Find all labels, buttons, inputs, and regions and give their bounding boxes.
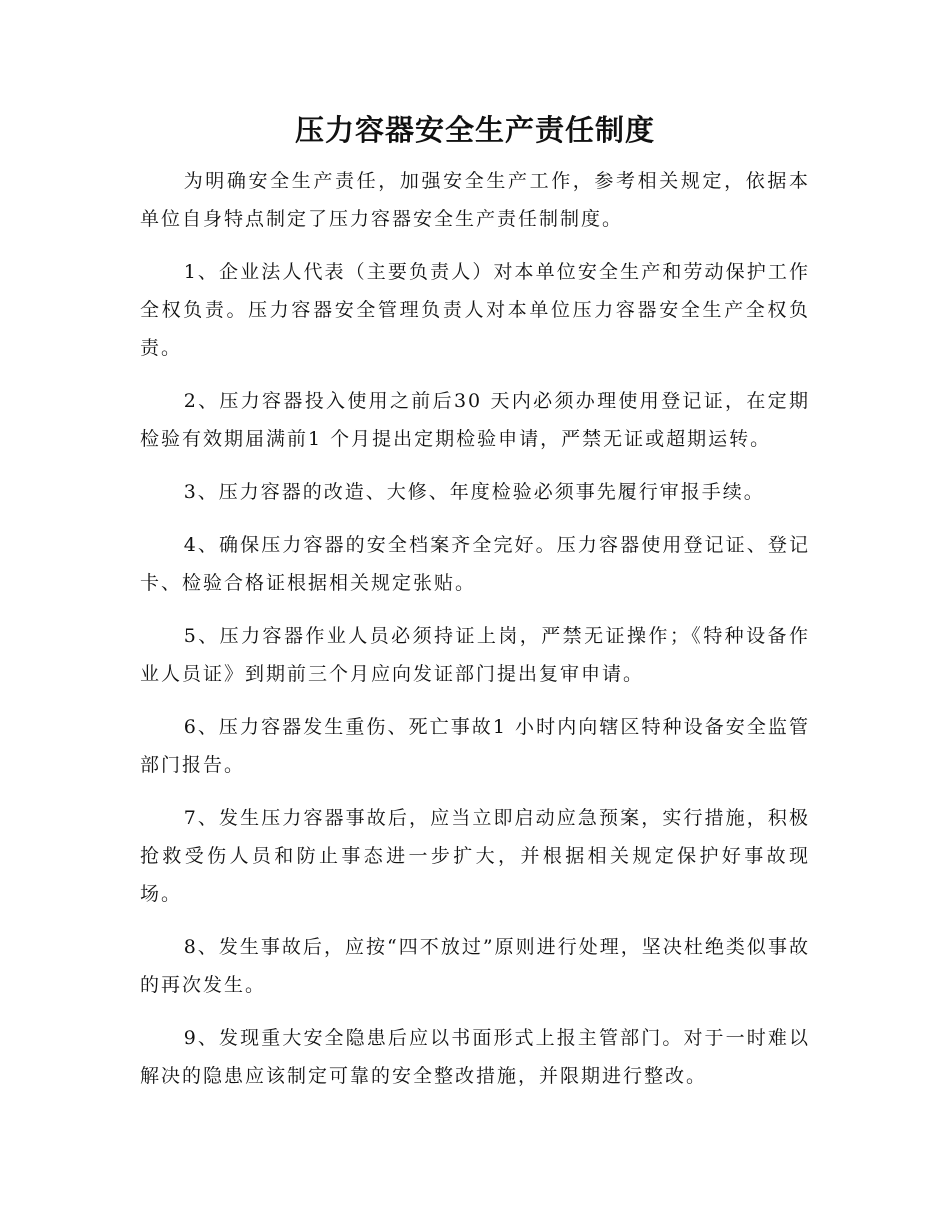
clause-3-paragraph: 3、压力容器的改造、大修、年度检验必须事先履行审报手续。 (183, 481, 765, 503)
clause-4-paragraph: 4、确保压力容器的安全档案齐全完好。压力容器使用登记证、登记卡、检验合格证根据相关规定张贴。 (140, 534, 810, 594)
clause-7-paragraph: 7、发生压力容器事故后，应当立即启动应急预案，实行措施，积极抢救受伤人员和防止事态进一步扩大，并根据相关规定保护好事故现场。 (140, 807, 810, 905)
intro-paragraph: 为明确安全生产责任，加强安全生产工作，参考相关规定，依据本单位自身特点制定了压力容器安全生产责任制制度。 (140, 170, 810, 230)
clause-8-paragraph: 8、发生事故后，应按“四不放过”原则进行处理，坚决杜绝类似事故的再次发生。 (140, 936, 810, 996)
document-title: 压力容器安全生产责任制度 (294, 113, 655, 147)
clause-1-paragraph: 1、企业法人代表（主要负责人）对本单位安全生产和劳动保护工作全权负责。压力容器安全管理负责人对本单位压力容器安全生产全权负责。 (140, 261, 810, 359)
clause-2-paragraph: 2、压力容器投入使用之前后30 天内必须办理使用登记证，在定期检验有效期届满前1 个月提出定期检验申请，严禁无证或超期运转。 (140, 390, 810, 450)
document-body (140, 162, 810, 1110)
clause-5-paragraph: 5、压力容器作业人员必须持证上岗，严禁无证操作；《特种设备作业人员证》到期前三个月应向发证部门提出复审申请。 (140, 625, 810, 685)
clause-9-paragraph: 9、发现重大安全隐患后应以书面形式上报主管部门。对于一时难以解决的隐患应该制定可靠的安全整改措施，并限期进行整改。 (140, 1027, 810, 1087)
clause-6-paragraph: 6、压力容器发生重伤、死亡事故1 小时内向辖区特种设备安全监管部门报告。 (140, 716, 810, 776)
